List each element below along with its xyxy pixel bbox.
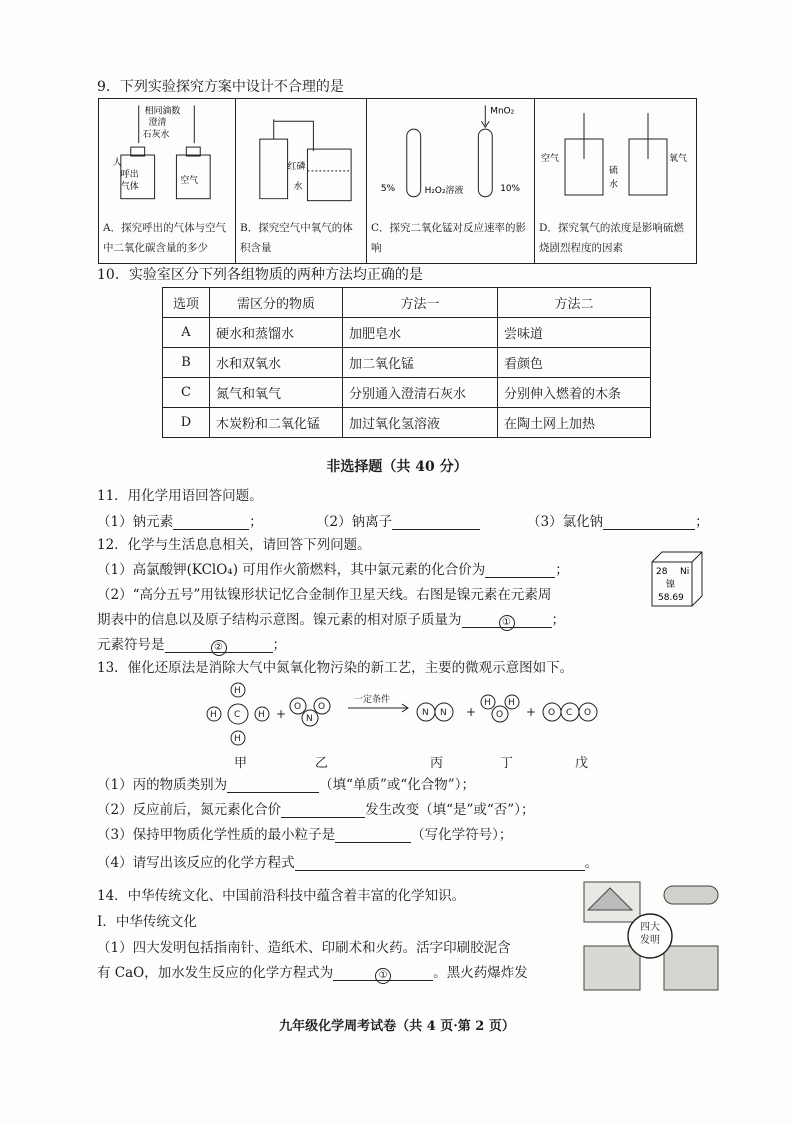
q12-part2-cont [97,608,565,628]
q12-circle-1: ① [499,615,515,631]
q14-subtitle: I．中华传统文化 [97,914,197,930]
svg-text:+: + [276,707,287,721]
svg-text:H: H [258,710,265,720]
q9-b-label-2: 水 [293,181,303,192]
q9-d-illustration [535,99,696,217]
q9-d-label-4: 氧气 [669,154,688,164]
q9-c-label-3: H₂O₂溶液 [424,185,464,196]
svg-text:+: + [526,705,537,719]
q12-sep: ； [551,612,565,628]
q11-p2-text: （2）钠离子 [316,514,393,530]
q9-panels [98,98,697,264]
table-header-row [163,288,651,318]
q13-part2 [97,798,534,818]
q9-c-label-4: 10% [500,183,521,194]
q9-c-label-1: MnO₂ [490,106,515,117]
q13-label-yi: 乙 [315,756,329,771]
q12-part2-end [97,633,286,653]
q9-d-caption: D．探究氧气的浓度是影响硫燃烧剧烈程度的因素 [539,222,684,254]
q9-a-label-2: 澄清 [148,118,167,129]
q9-a-caption: A．探究呼出的气体与空气中二氧化碳含量的多少 [103,222,227,254]
q11-title: 11．用化学用语回答问题。 [97,488,263,504]
svg-text:O: O [548,708,556,718]
q9-a-label-6: 气体 [120,181,139,192]
svg-text:N: N [422,708,429,718]
q9-panel-a [99,99,236,263]
q11-answer-1[interactable] [173,515,249,530]
q11-answer-2[interactable] [392,515,480,530]
q9-a-label-3: 石灰水 [142,130,170,141]
q11-sep: ； [695,514,709,530]
q9-c-label-2: 5% [380,183,396,194]
table-cell: C [163,378,210,408]
q12-title: 12．化学与生活息息相关，请回答下列问题。 [97,537,371,553]
q11-part1 [97,510,263,530]
q12-sep: ； [555,562,569,578]
q13-part1 [97,773,475,793]
svg-text:H: H [234,734,241,744]
q13-p1-hint: （填“单质”或“化合物”）； [319,777,475,793]
q9-b-caption: B．探究空气中氧气的体积含量 [240,222,353,254]
q13-end: 。 [584,855,599,871]
q12-sep: ； [272,637,286,653]
q11-sep: ； [249,514,263,530]
ni-name: 镍 [666,580,676,590]
table-row [163,318,651,348]
q13-part4 [97,851,598,871]
q9-a-label-4: 人 [112,157,122,168]
q13-label-wu: 戊 [575,756,589,771]
q9-title: 9．下列实验探究方案中设计不合理的是 [97,79,344,95]
table-cell: 水和双氧水 [210,348,343,378]
svg-text:+: + [466,705,477,719]
q12-part2: （2）“高分五号”用钛镍形状记忆合金制作卫星天线。右图是镍元素在元素周 [97,587,552,603]
table-cell: 硬水和蒸馏水 [210,318,343,348]
q12-p2-text: 期表中的信息以及原子结构示意图。镍元素的相对原子质量为 [97,612,462,628]
q13-molecule-diagram [200,678,620,748]
q13-p2-text: （2）反应前后，氮元素化合价 [97,802,282,818]
section-title: 非选择题（共 40 分） [326,459,468,475]
q9-a-illustration [99,99,235,217]
q11-p1-text: （1）钠元素 [97,514,174,530]
q13-answer-3[interactable] [335,828,411,843]
q9-panel-c [367,99,535,263]
q13-p2-hint: 发生改变（填“是”或“否”）； [365,802,535,818]
svg-text:O: O [496,710,504,720]
q11-answer-3[interactable] [603,515,695,530]
q9-a-label-5: 呼出 [120,169,139,180]
svg-text:H: H [508,698,515,708]
four-inventions-illustration [580,880,720,992]
q13-part3 [97,823,512,843]
q13-label-bing: 丙 [430,756,444,771]
q12-answer-mass[interactable] [462,613,552,628]
table-cell: B [163,348,210,378]
q11-p3-text: （3）氯化钠 [527,514,604,530]
svg-text:H: H [234,686,241,696]
q9-b-label-1: 红磷 [287,161,306,172]
q13-p4-text: （4）请写出该反应的化学方程式 [97,855,295,871]
svg-text:N: N [306,714,313,724]
svg-text:N: N [440,708,447,718]
four-inventions-badge: 四大发明 [640,922,660,946]
q13-answer-2[interactable] [281,803,365,818]
q13-label-ding: 丁 [500,756,514,771]
q9-d-label-1: 空气 [541,154,560,164]
q13-p3-text: （3）保持甲物质化学性质的最小粒子是 [97,827,336,843]
svg-text:O: O [294,702,302,712]
q9-c-illustration [367,99,534,217]
table-cell: D [163,408,210,438]
q14-circle-1: ① [375,968,391,984]
table-row [163,378,651,408]
q13-answer-4[interactable] [295,856,585,871]
page-footer: 九年级化学周考试卷（共 4 页·第 2 页） [279,1019,515,1034]
q10-title: 10．实验室区分下列各组物质的两种方法均正确的是 [97,267,423,283]
q12-part1 [97,558,569,578]
header-cell: 选项 [163,288,210,318]
q10-table [162,287,651,438]
table-cell: 木炭粉和二氧化锰 [210,408,343,438]
ni-mass: 58.69 [658,593,684,603]
q14-p1-tail: 。黑火药爆炸发 [433,965,528,981]
q13-condition: 一定条件 [354,695,391,705]
q9-b-illustration [236,99,366,217]
q14-p1-text: 有 CaO，加水发生反应的化学方程式为 [97,965,334,981]
ni-number: 28 [656,567,668,577]
q14-answer-1[interactable] [333,966,433,981]
q12-answer-1[interactable] [485,563,555,578]
svg-text:O: O [318,702,326,712]
table-cell: 加肥皂水 [343,318,498,348]
ni-symbol: Ni [680,567,690,577]
q13-answer-1[interactable] [227,778,319,793]
q14-part1: （1）四大发明包括指南针、造纸术、印刷术和火药。活字印刷胶泥含 [97,940,511,956]
table-cell: 氮气和氧气 [210,378,343,408]
q9-a-label-7: 空气 [180,175,199,186]
table-cell: 尝味道 [498,318,651,348]
header-cell: 方法二 [498,288,651,318]
q12-circle-2: ② [211,640,227,656]
q9-d-label-2: 硫 [609,166,619,176]
q9-panel-b [236,99,367,263]
q9-c-caption: C．探究二氧化锰对反应速率的影响 [371,222,527,254]
table-cell: 加二氧化锰 [343,348,498,378]
table-cell: 分别通入澄清石灰水 [343,378,498,408]
q12-symbol-text: 元素符号是 [97,637,165,653]
q9-panel-d [535,99,696,263]
svg-text:H: H [210,710,217,720]
q11-part3 [527,510,709,530]
q14-title: 14．中华传统文化、中国前沿科技中蕴含着丰富的化学知识。 [97,888,466,904]
q12-p1-text: （1）高氯酸钾(KClO₄) 可用作火箭燃料，其中氯元素的化合价为 [97,562,486,578]
q14-part1-cont [97,961,528,981]
table-cell: A [163,318,210,348]
svg-text:C: C [234,710,241,720]
q13-label-jia: 甲 [234,756,248,771]
svg-text:O: O [584,708,592,718]
q9-a-label-1: 相同滴数 [144,106,181,117]
q12-answer-symbol[interactable] [165,638,273,653]
q9-d-label-3: 水 [609,180,619,190]
nickel-element-card [646,550,704,608]
q11-part2 [316,510,480,530]
table-cell: 分别伸入燃着的木条 [498,378,651,408]
table-cell: 看颜色 [498,348,651,378]
q13-p3-hint: （写化学符号）； [411,827,513,843]
svg-text:C: C [566,708,573,718]
header-cell: 方法一 [343,288,498,318]
header-cell: 需区分的物质 [210,288,343,318]
q13-title: 13．催化还原法是消除大气中氮氧化物污染的新工艺，主要的微观示意图如下。 [97,660,574,676]
table-cell: 在陶土网上加热 [498,408,651,438]
svg-text:H: H [484,698,491,708]
table-row [163,408,651,438]
q13-p1-text: （1）丙的物质类别为 [97,777,228,793]
table-cell: 加过氧化氢溶液 [343,408,498,438]
table-row [163,348,651,378]
